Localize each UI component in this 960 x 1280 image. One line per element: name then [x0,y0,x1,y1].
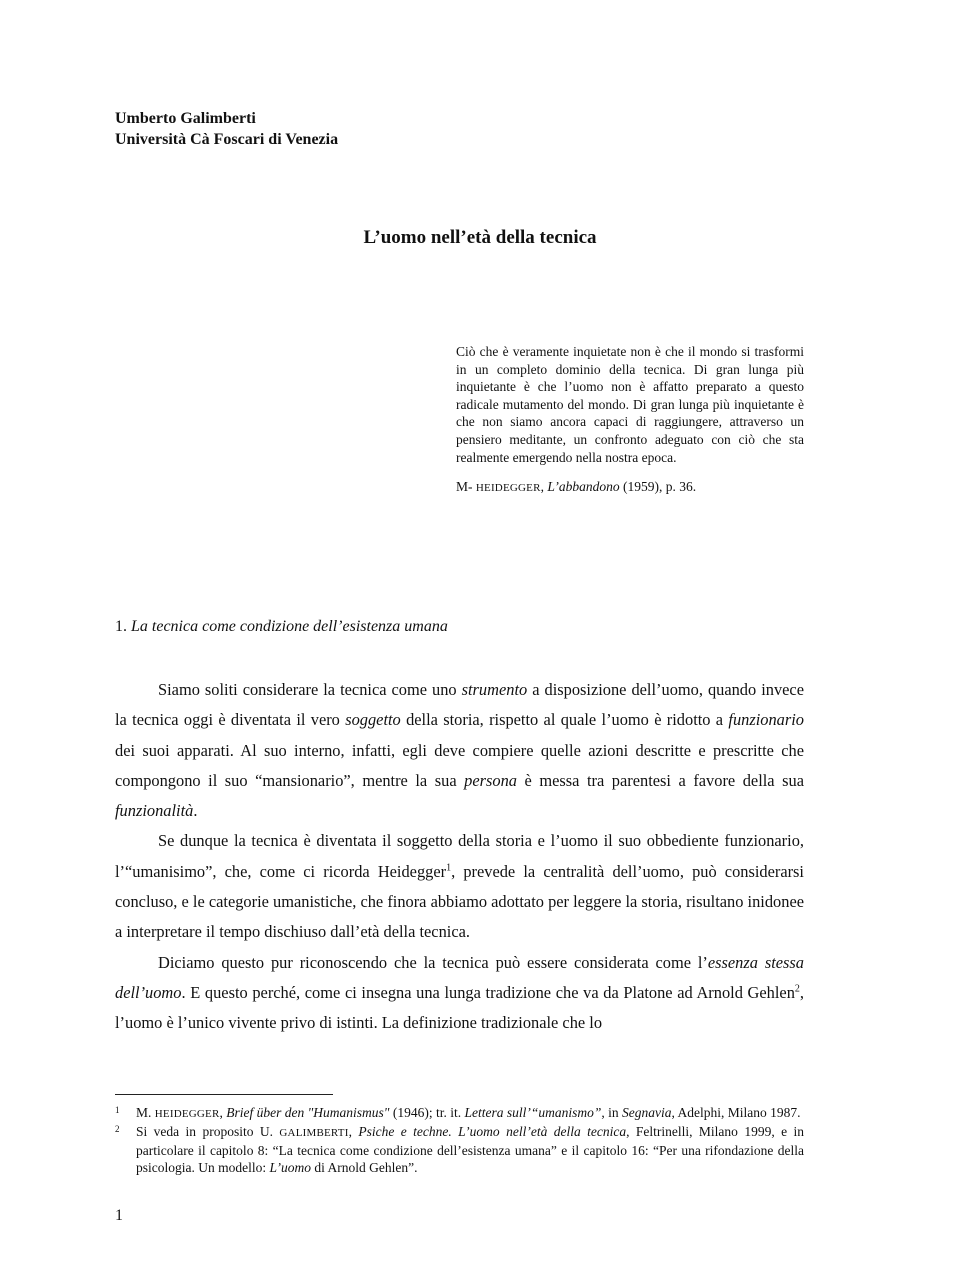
footnote-work: Lettera sull’“umanismo” [464,1105,602,1120]
author-block [115,108,338,150]
emphasis: funzionalità [115,801,194,821]
text-run: , in [601,1105,622,1120]
footnote-work: Segnavia [622,1105,672,1120]
emphasis: essenza stessa dell’uomo [115,952,804,1002]
footnote-author: GALIMBERTI [279,1127,349,1139]
emphasis: funzionario [728,710,804,730]
footnote-ref-2[interactable]: 2 [794,983,800,995]
text-run: . [193,801,198,821]
text-run: . E questo perché, come ci insegna una lunga tradizione che va da Platone ad Arnold Gehlen [181,982,795,1002]
text-run: della storia, rispetto al quale l’uomo è ridotto a [400,710,729,730]
text-run: Diciamo questo pur riconoscendo che la tecnica può essere considerata come l’ [158,952,708,972]
footnote-ref-1[interactable]: 1 [446,862,452,874]
footnote-number: 1 [115,1105,120,1115]
paragraph-3 [115,948,804,1039]
footnote-number: 2 [115,1124,120,1134]
author-name: Umberto Galimberti [115,110,256,127]
footnote-1 [115,1104,804,1123]
text-run: è messa tra parentesi a favore della sua [516,770,804,790]
text-run: a disposizione dell’uomo, quando invece la tecnica oggi è diventata il vero [115,680,804,730]
text-run: Si veda in proposito U. [136,1124,280,1139]
page-number: 1 [115,1207,123,1224]
epigraph-citation [456,478,804,498]
emphasis: persona [464,770,517,790]
section-number: 1. [115,618,131,635]
section-title: La tecnica come condizione dell’esistenza umana [131,618,448,635]
paragraph-1 [115,675,804,826]
text-run: M. [136,1105,155,1120]
text-run: , prevede la centralità dell’uomo, può considerarsi concluso, e le categorie umanistiche, che finora abbiamo adottato per leggere la storia, risultano inidonee a interpretare il tempo dischiuso dall’età della tecnica. [115,861,804,942]
epigraph-text: Ciò che è veramente inquietate non è che il mondo si trasformi in un completo dominio della tecnica. Di gran lunga più inquietante è che l’uomo non è affatto preparato a questo radicale mutamento del mondo. Di gran lunga più inquietante è che non siamo ancora capaci di raggiungere, attraverso un pensiero meditante, un confronto adeguato con ciò che sta realmente emergendo nella nostra epoca. [456,344,804,465]
paper-title: L’uomo nell’età della tecnica [363,227,597,248]
citation-details: (1959), p. 36. [619,479,697,495]
author-affiliation: Università Cà Foscari di Venezia [115,131,339,148]
citation-author: HEIDEGGER [475,482,541,495]
text-run: Se dunque la tecnica è diventata il soggetto della storia e l’uomo il suo obbediente funzionario, l’“umanisimo”, che, come ci ricorda Heidegger [115,831,804,881]
footnote-divider [115,1094,333,1095]
text-run: (1946); tr. it. [389,1105,465,1120]
text-run: di Arnold Gehlen”. [311,1160,418,1175]
text-run: dei suoi apparati. Al suo interno, infatti, egli deve compiere quelle azioni descritte e prescritte che compongono il suo “mansionario”, mentre la sua [115,740,804,790]
citation-separator: , [540,479,548,495]
text-run: , [348,1124,359,1139]
body-text [115,675,804,1039]
emphasis: strumento [461,680,528,699]
section-heading [115,618,448,636]
footnotes [115,1104,804,1176]
text-run: Siamo soliti considerare la tecnica come uno [158,680,462,699]
footnote-work: L’uomo [269,1160,311,1175]
text-run: , Adelphi, Milano 1987. [671,1105,801,1120]
text-run: , [219,1105,227,1120]
text-run: , Feltrinelli, Milano 1999, e in particolare il capitolo 8: “La tecnica come condizione dell’esistenza umana” e il capitolo 16: “Per una rifondazione della psicologia. Un modello: [136,1124,805,1175]
footnote-author: HEIDEGGER [154,1108,220,1120]
footnote-2 [115,1123,804,1176]
citation-work: L’abbandono [547,479,620,495]
footnote-work: Brief über den "Humanismus" [226,1105,390,1120]
paragraph-2 [115,826,804,947]
emphasis: soggetto [345,710,401,730]
epigraph [456,343,804,498]
footnote-work: Psiche e techne. L’uomo nell’età della tecnica [358,1124,627,1139]
text-run: , l’uomo è l’unico vivente privo di istinti. La definizione tradizionale che lo [115,982,804,1033]
citation-prefix: M- [456,479,476,495]
